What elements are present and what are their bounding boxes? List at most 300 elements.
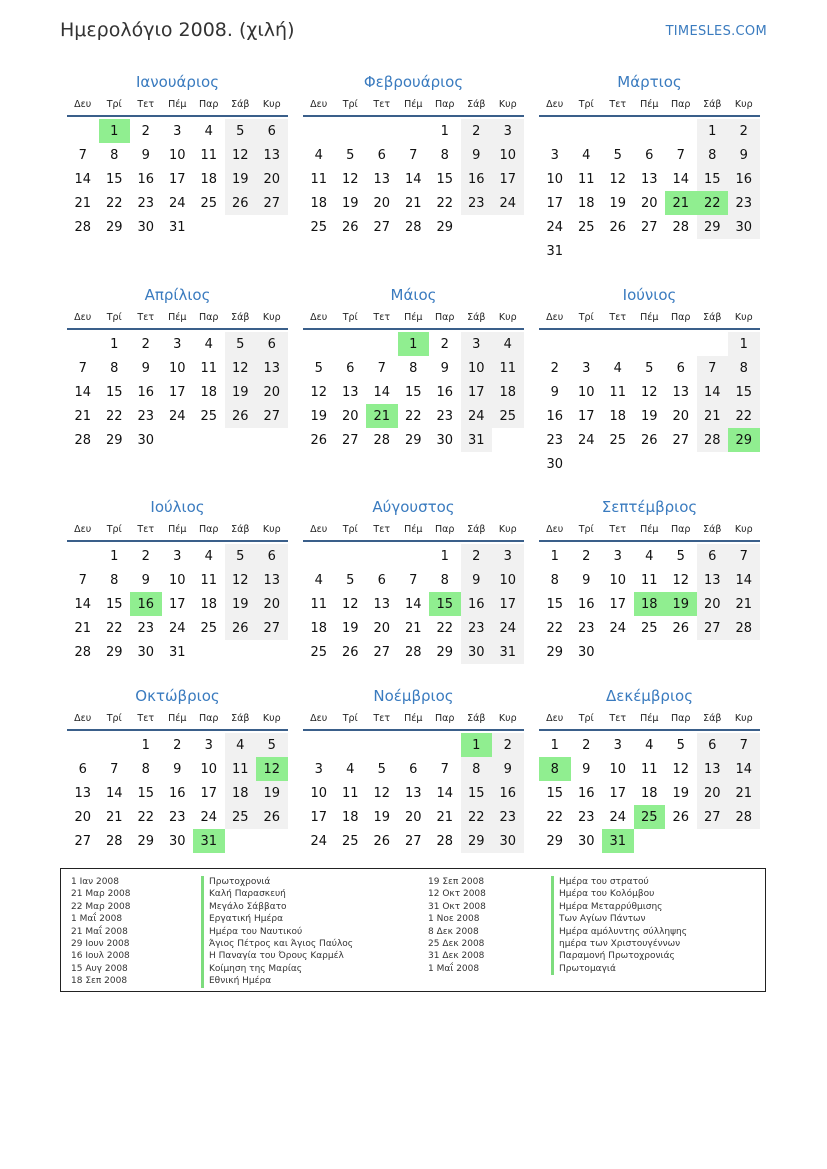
- holiday-day[interactable]: 19: [665, 592, 697, 616]
- day-cell[interactable]: 10: [310, 785, 328, 801]
- day-cell[interactable]: 16: [168, 785, 186, 801]
- day-cell[interactable]: 14: [105, 785, 123, 801]
- day-cell[interactable]: 25: [310, 219, 328, 235]
- day-cell[interactable]: 3: [204, 737, 213, 753]
- day-cell[interactable]: 20: [373, 620, 391, 636]
- day-cell[interactable]: 3: [173, 336, 182, 352]
- day-cell[interactable]: 8: [110, 147, 119, 163]
- day-cell[interactable]: 5: [225, 332, 257, 356]
- day-cell[interactable]: 9: [461, 143, 493, 167]
- day-cell[interactable]: 30: [168, 833, 186, 849]
- day-cell[interactable]: 10: [200, 761, 218, 777]
- day-cell[interactable]: 15: [461, 781, 493, 805]
- day-cell[interactable]: 18: [200, 596, 218, 612]
- day-cell[interactable]: 9: [141, 147, 150, 163]
- day-cell[interactable]: 2: [461, 119, 493, 143]
- day-cell[interactable]: 18: [200, 384, 218, 400]
- day-cell[interactable]: 13: [404, 785, 422, 801]
- day-cell[interactable]: 21: [105, 809, 123, 825]
- day-cell[interactable]: 24: [577, 432, 595, 448]
- day-cell[interactable]: 1: [440, 123, 449, 139]
- day-cell[interactable]: 27: [341, 432, 359, 448]
- day-cell[interactable]: 6: [377, 147, 386, 163]
- day-cell[interactable]: 9: [440, 360, 449, 376]
- day-cell[interactable]: 19: [672, 785, 690, 801]
- day-cell[interactable]: 18: [640, 785, 658, 801]
- day-cell[interactable]: 20: [256, 167, 288, 191]
- day-cell[interactable]: 20: [672, 408, 690, 424]
- day-cell[interactable]: 11: [341, 785, 359, 801]
- day-cell[interactable]: 7: [409, 572, 418, 588]
- day-cell[interactable]: 6: [256, 119, 288, 143]
- day-cell[interactable]: 31: [492, 640, 524, 664]
- day-cell[interactable]: 29: [137, 833, 155, 849]
- day-cell[interactable]: 14: [728, 568, 760, 592]
- day-cell[interactable]: 23: [168, 809, 186, 825]
- day-cell[interactable]: 11: [609, 384, 627, 400]
- day-cell[interactable]: 18: [492, 380, 524, 404]
- day-cell[interactable]: 6: [377, 572, 386, 588]
- day-cell[interactable]: 14: [728, 757, 760, 781]
- day-cell[interactable]: 9: [141, 360, 150, 376]
- brand-link[interactable]: TIMESLES.COM: [665, 24, 767, 39]
- day-cell[interactable]: 7: [78, 572, 87, 588]
- day-cell[interactable]: 24: [200, 809, 218, 825]
- day-cell[interactable]: 17: [461, 380, 493, 404]
- day-cell[interactable]: 1: [550, 548, 559, 564]
- day-cell[interactable]: 20: [697, 592, 729, 616]
- day-cell[interactable]: 30: [728, 215, 760, 239]
- day-cell[interactable]: 6: [256, 332, 288, 356]
- day-cell[interactable]: 6: [409, 761, 418, 777]
- day-cell[interactable]: 25: [200, 620, 218, 636]
- day-cell[interactable]: 24: [310, 833, 328, 849]
- day-cell[interactable]: 24: [168, 408, 186, 424]
- day-cell[interactable]: 23: [728, 191, 760, 215]
- day-cell[interactable]: 3: [173, 123, 182, 139]
- day-cell[interactable]: 28: [74, 644, 92, 660]
- day-cell[interactable]: 13: [341, 384, 359, 400]
- day-cell[interactable]: 26: [609, 219, 627, 235]
- day-cell[interactable]: 6: [78, 761, 87, 777]
- day-cell[interactable]: 28: [373, 432, 391, 448]
- day-cell[interactable]: 26: [341, 644, 359, 660]
- day-cell[interactable]: 5: [645, 360, 654, 376]
- day-cell[interactable]: 14: [373, 384, 391, 400]
- day-cell[interactable]: 28: [105, 833, 123, 849]
- day-cell[interactable]: 10: [168, 360, 186, 376]
- day-cell[interactable]: 10: [492, 143, 524, 167]
- day-cell[interactable]: 31: [168, 644, 186, 660]
- day-cell[interactable]: 21: [74, 195, 92, 211]
- day-cell[interactable]: 12: [341, 171, 359, 187]
- day-cell[interactable]: 18: [200, 171, 218, 187]
- day-cell[interactable]: 17: [577, 408, 595, 424]
- day-cell[interactable]: 2: [173, 737, 182, 753]
- day-cell[interactable]: 9: [728, 143, 760, 167]
- day-cell[interactable]: 27: [256, 191, 288, 215]
- day-cell[interactable]: 29: [105, 219, 123, 235]
- day-cell[interactable]: 22: [546, 620, 564, 636]
- day-cell[interactable]: 3: [613, 548, 622, 564]
- day-cell[interactable]: 2: [461, 544, 493, 568]
- day-cell[interactable]: 16: [492, 781, 524, 805]
- day-cell[interactable]: 27: [256, 404, 288, 428]
- day-cell[interactable]: 24: [168, 620, 186, 636]
- day-cell[interactable]: 17: [492, 167, 524, 191]
- day-cell[interactable]: 9: [582, 572, 591, 588]
- day-cell[interactable]: 16: [461, 167, 493, 191]
- day-cell[interactable]: 21: [74, 620, 92, 636]
- day-cell[interactable]: 12: [640, 384, 658, 400]
- holiday-day[interactable]: 12: [256, 757, 288, 781]
- day-cell[interactable]: 19: [310, 408, 328, 424]
- holiday-day[interactable]: 1: [461, 733, 493, 757]
- day-cell[interactable]: 8: [550, 572, 559, 588]
- day-cell[interactable]: 21: [728, 592, 760, 616]
- day-cell[interactable]: 30: [436, 432, 454, 448]
- day-cell[interactable]: 1: [440, 548, 449, 564]
- day-cell[interactable]: 4: [204, 548, 213, 564]
- day-cell[interactable]: 22: [105, 195, 123, 211]
- day-cell[interactable]: 7: [110, 761, 119, 777]
- day-cell[interactable]: 15: [137, 785, 155, 801]
- day-cell[interactable]: 1: [141, 737, 150, 753]
- day-cell[interactable]: 29: [105, 644, 123, 660]
- day-cell[interactable]: 7: [728, 733, 760, 757]
- day-cell[interactable]: 27: [74, 833, 92, 849]
- day-cell[interactable]: 12: [609, 171, 627, 187]
- day-cell[interactable]: 4: [204, 336, 213, 352]
- day-cell[interactable]: 19: [225, 380, 257, 404]
- day-cell[interactable]: 23: [577, 809, 595, 825]
- day-cell[interactable]: 30: [137, 432, 155, 448]
- day-cell[interactable]: 6: [256, 544, 288, 568]
- day-cell[interactable]: 19: [341, 195, 359, 211]
- day-cell[interactable]: 25: [310, 644, 328, 660]
- day-cell[interactable]: 3: [582, 360, 591, 376]
- day-cell[interactable]: 6: [676, 360, 685, 376]
- holiday-day[interactable]: 31: [193, 829, 225, 853]
- holiday-day[interactable]: 15: [429, 592, 461, 616]
- day-cell[interactable]: 2: [550, 360, 559, 376]
- day-cell[interactable]: 4: [645, 548, 654, 564]
- day-cell[interactable]: 7: [728, 544, 760, 568]
- day-cell[interactable]: 1: [550, 737, 559, 753]
- day-cell[interactable]: 26: [373, 833, 391, 849]
- day-cell[interactable]: 10: [609, 572, 627, 588]
- day-cell[interactable]: 9: [550, 384, 559, 400]
- day-cell[interactable]: 28: [728, 616, 760, 640]
- holiday-day[interactable]: 29: [728, 428, 760, 452]
- day-cell[interactable]: 21: [697, 404, 729, 428]
- day-cell[interactable]: 22: [461, 805, 493, 829]
- day-cell[interactable]: 11: [200, 572, 218, 588]
- day-cell[interactable]: 5: [346, 147, 355, 163]
- day-cell[interactable]: 15: [436, 171, 454, 187]
- day-cell[interactable]: 8: [141, 761, 150, 777]
- day-cell[interactable]: 1: [697, 119, 729, 143]
- day-cell[interactable]: 25: [225, 805, 257, 829]
- day-cell[interactable]: 7: [440, 761, 449, 777]
- day-cell[interactable]: 9: [582, 761, 591, 777]
- day-cell[interactable]: 13: [256, 356, 288, 380]
- day-cell[interactable]: 23: [492, 805, 524, 829]
- day-cell[interactable]: 19: [373, 809, 391, 825]
- day-cell[interactable]: 4: [613, 360, 622, 376]
- day-cell[interactable]: 5: [676, 737, 685, 753]
- day-cell[interactable]: 21: [436, 809, 454, 825]
- day-cell[interactable]: 26: [672, 809, 690, 825]
- day-cell[interactable]: 27: [373, 219, 391, 235]
- day-cell[interactable]: 19: [609, 195, 627, 211]
- day-cell[interactable]: 23: [436, 408, 454, 424]
- day-cell[interactable]: 27: [697, 616, 729, 640]
- day-cell[interactable]: 13: [256, 568, 288, 592]
- day-cell[interactable]: 17: [200, 785, 218, 801]
- day-cell[interactable]: 26: [225, 191, 257, 215]
- day-cell[interactable]: 24: [609, 620, 627, 636]
- day-cell[interactable]: 13: [640, 171, 658, 187]
- day-cell[interactable]: 10: [577, 384, 595, 400]
- day-cell[interactable]: 17: [609, 785, 627, 801]
- day-cell[interactable]: 3: [613, 737, 622, 753]
- day-cell[interactable]: 20: [256, 380, 288, 404]
- day-cell[interactable]: 21: [404, 620, 422, 636]
- day-cell[interactable]: 22: [105, 408, 123, 424]
- day-cell[interactable]: 12: [672, 572, 690, 588]
- day-cell[interactable]: 16: [728, 167, 760, 191]
- day-cell[interactable]: 17: [310, 809, 328, 825]
- day-cell[interactable]: 16: [577, 596, 595, 612]
- day-cell[interactable]: 15: [105, 171, 123, 187]
- day-cell[interactable]: 14: [74, 596, 92, 612]
- holiday-day[interactable]: 21: [366, 404, 398, 428]
- day-cell[interactable]: 25: [640, 620, 658, 636]
- day-cell[interactable]: 28: [74, 432, 92, 448]
- day-cell[interactable]: 4: [582, 147, 591, 163]
- day-cell[interactable]: 11: [200, 360, 218, 376]
- day-cell[interactable]: 16: [546, 408, 564, 424]
- day-cell[interactable]: 1: [110, 548, 119, 564]
- day-cell[interactable]: 2: [141, 548, 150, 564]
- day-cell[interactable]: 14: [404, 596, 422, 612]
- day-cell[interactable]: 23: [461, 616, 493, 640]
- day-cell[interactable]: 26: [341, 219, 359, 235]
- day-cell[interactable]: 22: [436, 620, 454, 636]
- day-cell[interactable]: 2: [440, 336, 449, 352]
- day-cell[interactable]: 5: [346, 572, 355, 588]
- day-cell[interactable]: 8: [461, 757, 493, 781]
- day-cell[interactable]: 5: [256, 733, 288, 757]
- day-cell[interactable]: 27: [672, 432, 690, 448]
- holiday-day[interactable]: 16: [130, 592, 162, 616]
- day-cell[interactable]: 23: [577, 620, 595, 636]
- holiday-day[interactable]: 1: [398, 332, 430, 356]
- day-cell[interactable]: 12: [225, 356, 257, 380]
- day-cell[interactable]: 19: [225, 167, 257, 191]
- day-cell[interactable]: 6: [697, 733, 729, 757]
- holiday-day[interactable]: 8: [539, 757, 571, 781]
- day-cell[interactable]: 26: [256, 805, 288, 829]
- day-cell[interactable]: 13: [256, 143, 288, 167]
- day-cell[interactable]: 23: [546, 432, 564, 448]
- day-cell[interactable]: 26: [225, 404, 257, 428]
- day-cell[interactable]: 14: [436, 785, 454, 801]
- holiday-day[interactable]: 25: [634, 805, 666, 829]
- day-cell[interactable]: 14: [404, 171, 422, 187]
- day-cell[interactable]: 27: [256, 616, 288, 640]
- day-cell[interactable]: 10: [609, 761, 627, 777]
- day-cell[interactable]: 13: [672, 384, 690, 400]
- day-cell[interactable]: 16: [137, 384, 155, 400]
- day-cell[interactable]: 4: [204, 123, 213, 139]
- day-cell[interactable]: 30: [137, 219, 155, 235]
- day-cell[interactable]: 3: [492, 544, 524, 568]
- day-cell[interactable]: 11: [577, 171, 595, 187]
- day-cell[interactable]: 2: [141, 336, 150, 352]
- day-cell[interactable]: 11: [640, 572, 658, 588]
- day-cell[interactable]: 28: [728, 805, 760, 829]
- day-cell[interactable]: 17: [168, 171, 186, 187]
- day-cell[interactable]: 25: [200, 408, 218, 424]
- day-cell[interactable]: 16: [461, 592, 493, 616]
- day-cell[interactable]: 25: [492, 404, 524, 428]
- day-cell[interactable]: 12: [310, 384, 328, 400]
- day-cell[interactable]: 15: [546, 596, 564, 612]
- day-cell[interactable]: 4: [645, 737, 654, 753]
- day-cell[interactable]: 13: [74, 785, 92, 801]
- day-cell[interactable]: 9: [173, 761, 182, 777]
- day-cell[interactable]: 13: [697, 757, 729, 781]
- day-cell[interactable]: 14: [74, 384, 92, 400]
- day-cell[interactable]: 3: [550, 147, 559, 163]
- day-cell[interactable]: 20: [640, 195, 658, 211]
- day-cell[interactable]: 2: [492, 733, 524, 757]
- day-cell[interactable]: 7: [377, 360, 386, 376]
- day-cell[interactable]: 30: [546, 456, 564, 472]
- day-cell[interactable]: 10: [168, 572, 186, 588]
- day-cell[interactable]: 7: [676, 147, 685, 163]
- day-cell[interactable]: 28: [74, 219, 92, 235]
- day-cell[interactable]: 16: [137, 171, 155, 187]
- day-cell[interactable]: 4: [225, 733, 257, 757]
- day-cell[interactable]: 28: [672, 219, 690, 235]
- day-cell[interactable]: 18: [609, 408, 627, 424]
- day-cell[interactable]: 8: [728, 356, 760, 380]
- day-cell[interactable]: 12: [225, 568, 257, 592]
- day-cell[interactable]: 30: [137, 644, 155, 660]
- day-cell[interactable]: 9: [492, 757, 524, 781]
- day-cell[interactable]: 28: [404, 219, 422, 235]
- day-cell[interactable]: 10: [168, 147, 186, 163]
- day-cell[interactable]: 5: [314, 360, 323, 376]
- day-cell[interactable]: 11: [492, 356, 524, 380]
- day-cell[interactable]: 8: [440, 147, 449, 163]
- day-cell[interactable]: 6: [697, 544, 729, 568]
- day-cell[interactable]: 30: [577, 833, 595, 849]
- day-cell[interactable]: 17: [168, 596, 186, 612]
- day-cell[interactable]: 8: [110, 360, 119, 376]
- day-cell[interactable]: 22: [728, 404, 760, 428]
- day-cell[interactable]: 5: [225, 119, 257, 143]
- day-cell[interactable]: 23: [137, 195, 155, 211]
- day-cell[interactable]: 12: [225, 143, 257, 167]
- day-cell[interactable]: 29: [461, 829, 493, 853]
- day-cell[interactable]: 10: [461, 356, 493, 380]
- day-cell[interactable]: 17: [168, 384, 186, 400]
- day-cell[interactable]: 1: [728, 332, 760, 356]
- day-cell[interactable]: 2: [141, 123, 150, 139]
- day-cell[interactable]: 7: [697, 356, 729, 380]
- day-cell[interactable]: 11: [225, 757, 257, 781]
- day-cell[interactable]: 19: [256, 781, 288, 805]
- day-cell[interactable]: 24: [492, 191, 524, 215]
- day-cell[interactable]: 18: [577, 195, 595, 211]
- day-cell[interactable]: 28: [697, 428, 729, 452]
- day-cell[interactable]: 7: [409, 147, 418, 163]
- day-cell[interactable]: 21: [728, 781, 760, 805]
- day-cell[interactable]: 19: [225, 592, 257, 616]
- day-cell[interactable]: 29: [546, 833, 564, 849]
- day-cell[interactable]: 29: [436, 219, 454, 235]
- day-cell[interactable]: 14: [697, 380, 729, 404]
- day-cell[interactable]: 9: [461, 568, 493, 592]
- day-cell[interactable]: 20: [341, 408, 359, 424]
- day-cell[interactable]: 2: [728, 119, 760, 143]
- day-cell[interactable]: 19: [341, 620, 359, 636]
- day-cell[interactable]: 22: [137, 809, 155, 825]
- day-cell[interactable]: 6: [346, 360, 355, 376]
- day-cell[interactable]: 16: [436, 384, 454, 400]
- day-cell[interactable]: 3: [461, 332, 493, 356]
- day-cell[interactable]: 15: [404, 384, 422, 400]
- day-cell[interactable]: 30: [461, 640, 493, 664]
- day-cell[interactable]: 7: [78, 147, 87, 163]
- day-cell[interactable]: 28: [404, 644, 422, 660]
- day-cell[interactable]: 26: [225, 616, 257, 640]
- day-cell[interactable]: 2: [582, 548, 591, 564]
- day-cell[interactable]: 27: [373, 644, 391, 660]
- day-cell[interactable]: 8: [697, 143, 729, 167]
- day-cell[interactable]: 3: [492, 119, 524, 143]
- day-cell[interactable]: 27: [697, 805, 729, 829]
- day-cell[interactable]: 20: [74, 809, 92, 825]
- day-cell[interactable]: 22: [404, 408, 422, 424]
- day-cell[interactable]: 25: [200, 195, 218, 211]
- holiday-day[interactable]: 1: [99, 119, 131, 143]
- day-cell[interactable]: 29: [404, 432, 422, 448]
- day-cell[interactable]: 13: [697, 568, 729, 592]
- day-cell[interactable]: 24: [168, 195, 186, 211]
- day-cell[interactable]: 18: [341, 809, 359, 825]
- day-cell[interactable]: 26: [310, 432, 328, 448]
- day-cell[interactable]: 5: [377, 761, 386, 777]
- day-cell[interactable]: 17: [492, 592, 524, 616]
- day-cell[interactable]: 29: [105, 432, 123, 448]
- day-cell[interactable]: 16: [577, 785, 595, 801]
- day-cell[interactable]: 18: [310, 195, 328, 211]
- day-cell[interactable]: 12: [341, 596, 359, 612]
- day-cell[interactable]: 25: [609, 432, 627, 448]
- day-cell[interactable]: 24: [492, 616, 524, 640]
- day-cell[interactable]: 21: [74, 408, 92, 424]
- day-cell[interactable]: 25: [341, 833, 359, 849]
- holiday-day[interactable]: 18: [634, 592, 666, 616]
- day-cell[interactable]: 20: [256, 592, 288, 616]
- day-cell[interactable]: 4: [492, 332, 524, 356]
- day-cell[interactable]: 12: [373, 785, 391, 801]
